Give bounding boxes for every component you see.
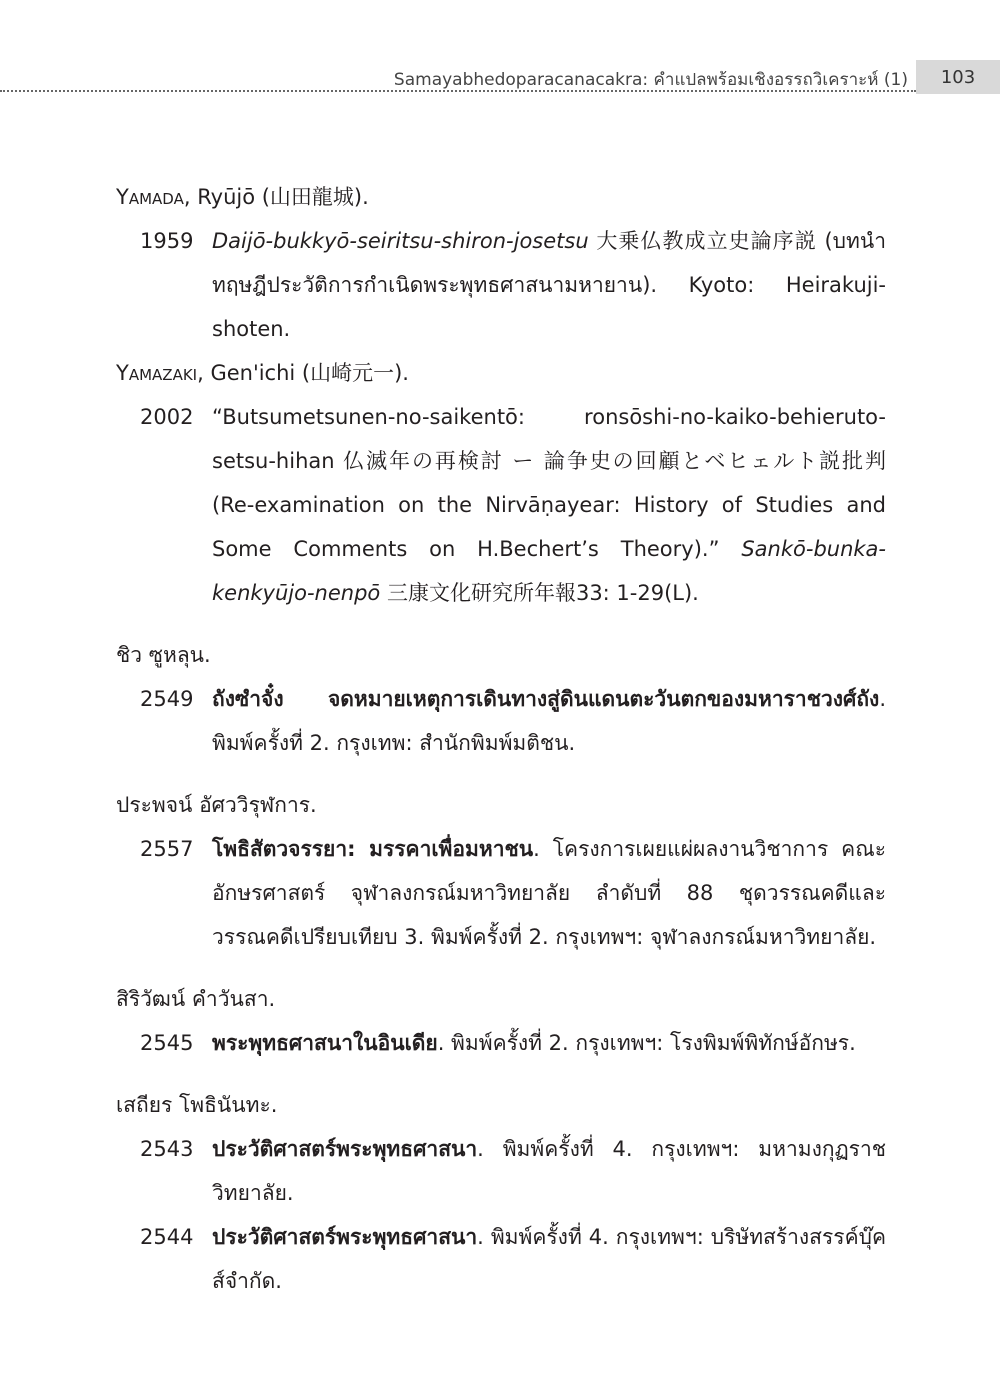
running-title: Samayabhedoparacanacakra: คำแปลพร้อมเชิงอรรถวิเคราะห์ (1) [393, 70, 908, 90]
author-given: , Gen'ichi (山崎元一). [197, 361, 409, 385]
entry-year: 2002 [140, 405, 194, 429]
entry-text [212, 1215, 886, 1303]
author-siriwat: สิริวัฒน์ คำวันสา. [116, 987, 276, 1011]
author-yamada [116, 175, 886, 219]
author-prapot: ประพจน์ อัศววิรุฬการ. [116, 793, 317, 817]
entry-article-title: “Butsumetsunen-no-saikentō: ronsōshi-no-kaiko-behieruto-setsu-hihan 仏滅年の再検討 ー 論争史の回顧とベヒェルト説批判 (Re-examination on the Nirvāṇayear: History of Studies and Some Comments on H.Bechert’s Theory).” [212, 405, 886, 561]
reference-entry [116, 827, 886, 959]
entry-details: 大乗仏教成立史論序説 (บทนำทฤษฎีประวัติการกำเนิดพระพุทธศาสนามหายาน). Kyoto: Heirakuji-shoten. [212, 229, 886, 341]
entry-text [212, 219, 886, 351]
entry-title: ประวัติศาสตร์พระพุทธศาสนา [212, 1137, 478, 1161]
entry-year: 2543 [140, 1137, 194, 1161]
author-chiu: ชิว ซูหลุน. [116, 643, 211, 667]
reference-entry [116, 1127, 886, 1215]
author-surname: Yamazaki [116, 361, 198, 385]
entry-year: 2557 [140, 837, 194, 861]
author-sathian: เสถียร โพธินันทะ. [116, 1093, 278, 1117]
entry-details: 三康文化研究所年報33: 1-29(L). [380, 581, 699, 605]
reference-entry [116, 1021, 886, 1065]
entry-title: โพธิสัตวจรรยา: มรรคาเพื่อมหาชน [212, 837, 534, 861]
author-given: , Ryūjō (山田龍城). [183, 185, 369, 209]
reference-entry [116, 1215, 886, 1303]
entry-title: ถังซำจั๋ง จดหมายเหตุการเดินทางสู่ดินแดนตะวันตกของมหาราชวงศ์ถัง [212, 687, 880, 711]
entry-details: . พิมพ์ครั้งที่ 2. กรุงเทพ: สำนักพิมพ์มติชน. [212, 687, 886, 755]
entry-title: Daijō-bukkyō-seiritsu-shiron-josetsu [212, 229, 589, 253]
entry-year: 2549 [140, 687, 194, 711]
bibliography [116, 175, 886, 1303]
entry-text [212, 677, 886, 765]
entry-year: 1959 [140, 229, 194, 253]
entry-text [212, 1021, 886, 1065]
entry-text [212, 395, 886, 615]
entry-journal: Sankō-bunka-kenkyūjo-nenpō [212, 537, 886, 605]
reference-entry [116, 677, 886, 765]
entry-title: พระพุทธศาสนาในอินเดีย [212, 1031, 438, 1055]
author-yamazaki [116, 351, 886, 395]
entry-year: 2544 [140, 1225, 194, 1249]
reference-entry [116, 395, 886, 615]
reference-entry [116, 219, 886, 351]
entry-details: . พิมพ์ครั้งที่ 2. กรุงเทพฯ: โรงพิมพ์พิทักษ์อักษร. [437, 1031, 856, 1055]
entry-text [212, 1127, 886, 1215]
entry-title: ประวัติศาสตร์พระพุทธศาสนา [212, 1225, 478, 1249]
entry-details: . โครงการเผยแผ่ผลงานวิชาการ คณะอักษรศาสตร์ จุฬาลงกรณ์มหาวิทยาลัย ลำดับที่ 88 ชุดวรรณคดีและวรรณคดีเปรียบเทียบ 3. พิมพ์ครั้งที่ 2. กรุงเทพฯ: จุฬาลงกรณ์มหาวิทยาลัย. [212, 837, 886, 949]
entry-year: 2545 [140, 1031, 194, 1055]
running-header [0, 60, 1000, 94]
header-dotted-rule [0, 90, 916, 92]
page-number: 103 [916, 60, 1000, 94]
entry-details: . พิมพ์ครั้งที่ 4. กรุงเทพฯ: มหามงกุฏราชวิทยาลัย. [212, 1137, 886, 1205]
entry-details: . พิมพ์ครั้งที่ 4. กรุงเทพฯ: บริษัทสร้างสรรค์บุ๊คส์จำกัด. [212, 1225, 886, 1293]
entry-text [212, 827, 886, 959]
author-surname: Yamada [116, 185, 184, 209]
